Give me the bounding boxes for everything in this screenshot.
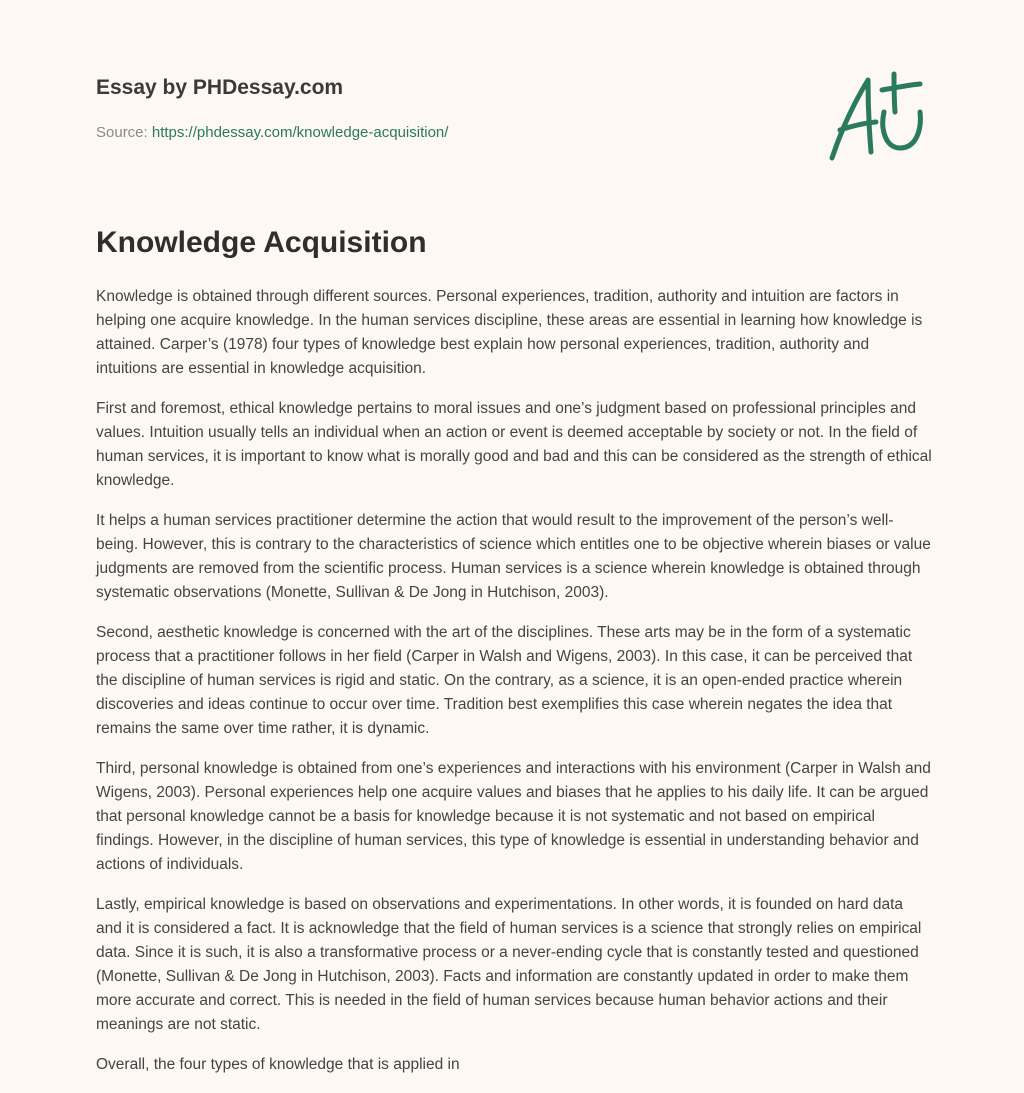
source-label: Source: [96, 124, 152, 141]
essay-paragraph: Overall, the four types of knowledge that is applied in [96, 1056, 460, 1073]
essay-body [96, 285, 932, 1093]
essay-paragraph: Third, personal knowledge is obtained from one’s experiences and interactions with his environment (Carper in Walsh and Wigens, 2003). Personal experiences help one acquire values and biases that he applies to his daily life. It can be argued that personal knowledge cannot be a basis for knowledge because it is not systematic and not based on empirical findings. However, in the discipline of human services, this type of knowledge is essential in understanding behavior and actions of individuals. [96, 760, 931, 873]
essay-paragraph: Knowledge is obtained through different sources. Personal experiences, tradition, authority and intuition are factors in helping one acquire knowledge. In the human services discipline, these areas are essential in learning how knowledge is attained. Carper’s (1978) four types of knowledge best explain how personal experiences, tradition, authority and intuitions are essential in knowledge acquisition. [96, 288, 923, 377]
site-brand: Essay by PHDessay.com [96, 76, 344, 99]
a-plus-logo-icon [824, 68, 928, 164]
essay-paragraph: First and foremost, ethical knowledge pertains to moral issues and one’s judgment based on professional principles and values. Intuition usually tells an individual when an action or event is deemed acceptable by society or not. In the field of human services, it is important to know what is morally good and bad and this can be considered as the strength of ethical knowledge. [96, 400, 932, 489]
source-link[interactable]: https://phdessay.com/knowledge-acquisition/ [151, 124, 449, 141]
essay-paragraph: It helps a human services practitioner determine the action that would result to the improvement of the person’s well-being. However, this is contrary to the characteristics of science which entitles one to be objective wherein biases or value judgments are removed from the scientific process. Human services is a science wherein knowledge is obtained through systematic observations (Monette, Sullivan & De Jong in Hutchison, 2003). [96, 512, 931, 601]
essay-title: Knowledge Acquisition [96, 226, 427, 259]
essay-paragraph: Lastly, empirical knowledge is based on observations and experimentations. In other words, it is founded on hard data and it is considered a fact. It is acknowledge that the field of human services is a science that strongly relies on empirical data. Since it is such, it is also a transformative process or a never-ending cycle that is constantly tested and questioned (Monette, Sullivan & De Jong in Hutchison, 2003). Facts and information are constantly updated in order to make them more accurate and correct. This is needed in the field of human services because human behavior actions and their meanings are not static. [96, 896, 922, 1033]
page-header [96, 0, 928, 200]
source-line [96, 124, 448, 141]
essay-paragraph: Second, aesthetic knowledge is concerned with the art of the disciplines. These arts may be in the form of a systematic process that a practitioner follows in her field (Carper in Walsh and Wigens, 2003). In this case, it can be perceived that the discipline of human services is rigid and static. On the contrary, as a science, it is an open-ended practice wherein discoveries and ideas continue to occur over time. Tradition best exemplifies this case wherein negates the idea that remains the same over time rather, it is dynamic. [96, 624, 913, 737]
